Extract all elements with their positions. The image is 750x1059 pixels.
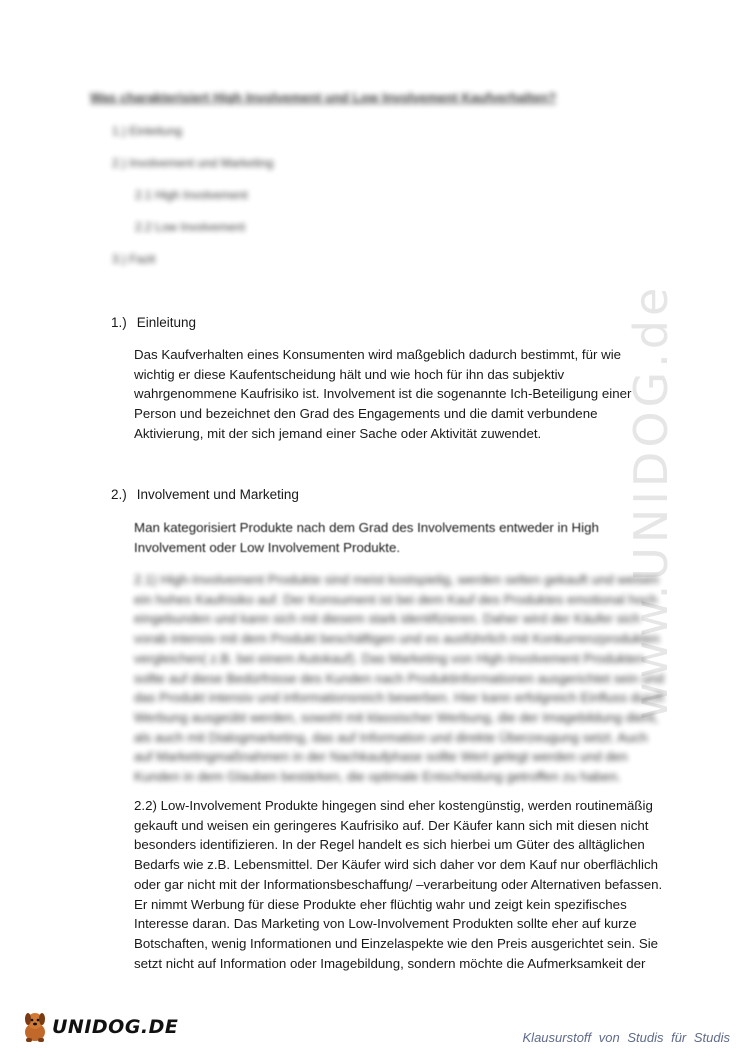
toc-item: 1.) Einleitung bbox=[112, 124, 183, 138]
unidog-logo bbox=[20, 1010, 178, 1044]
section-heading bbox=[111, 487, 299, 502]
footer-tagline: Klausurstoff von Studis für Studis bbox=[522, 1030, 730, 1045]
section-heading bbox=[111, 315, 196, 330]
section-title: Einleitung bbox=[136, 315, 197, 330]
subsection-paragraph-high: 2.1) High-Involvement Produkte sind meist kostspielig, werden selten gekauft und weisen ein hohes Kaufrisiko auf. Der Konsument ist bei dem Kauf des Produktes emotional hoch eingebunden und kann sich mit diesem stark identifizieren. Daher wird der Käufer sich vorab intensiv mit dem Produkt beschäftigen und es ausführlich mit Konkurrenzprodukten vergleichen( z.B. bei einem Autokauf). Das Marketing von High-Involvement Produkten sollte auf diese Bedürfnisse des Kunden nach Produktinformationen ausgerichtet sein und das Produkt intensiv und informationsreich bewerben. Hier kann erfolgreich Einfluss durch Werbung ausgeübt werden, sowohl mit klassischer Werbung, die der Imagebildung dient, als auch mit Dialogmarketing, das auf Information und direkte Überzeugung setzt. Auch auf Marketingmaßnahmen in der Nachkaufphase sollte Wert gelegt werden und den Kunden in dem Glauben bestärken, die optimale Entscheidung getroffen zu haben. bbox=[134, 572, 664, 785]
logo-text: UNIDOG.DE bbox=[52, 1016, 179, 1038]
toc-item: 3.) Fazit bbox=[112, 252, 156, 266]
toc-item: 2.2 Low Involvement bbox=[135, 220, 246, 234]
dog-icon bbox=[20, 1010, 50, 1044]
site-watermark: www.UNIDOG.de bbox=[624, 283, 678, 720]
section-number: 1.) bbox=[111, 315, 127, 330]
toc-item: 2.) Involvement und Marketing bbox=[112, 156, 274, 170]
section-intro: Man kategorisiert Produkte nach dem Grad des Involvements entweder in High Involvement oder Low Involvement Produkte. bbox=[134, 520, 599, 555]
section-title: Involvement und Marketing bbox=[136, 487, 299, 502]
section-number: 2.) bbox=[111, 487, 127, 502]
toc-title: Was charakterisiert High Involvement und Low Involvement Kaufverhalten? bbox=[90, 90, 557, 105]
section-paragraph: Das Kaufverhalten eines Konsumenten wird maßgeblich dadurch bestimmt, für wie wichtig er diese Kaufentscheidung hält und wie hoch für ihn das subjektiv wahrgenommene Kaufrisiko ist. Involvement ist die sogenannte Ich-Beteiligung einer Person und bezeichnet den Grad des Engagements und die damit verbundene Aktivierung, mit der sich jemand einer Sache oder Aktivität zuwendet. bbox=[134, 347, 632, 441]
subsection-paragraph-low: 2.2) Low-Involvement Produkte hingegen sind eher kostengünstig, werden routinemäßig gekauft und weisen ein geringeres Kaufrisiko auf. Der Käufer kann sich mit diesen nicht besonders identifizieren. In der Regel handelt es sich hierbei um Güter des alltäglichen Bedarfs wie z.B. Lebensmittel. Der Käufer wird sich daher vor dem Kauf nur oberflächlich oder gar nicht mit der Informationsbeschaffung/ –verarbeitung oder Alternativen befassen. Er nimmt Werbung für diese Produkte eher flüchtig wahr und zeigt kein spezifisches Interesse daran. Das Marketing von Low-Involvement Produkten sollte eher auf kurze Botschaften, wenig Informationen und Einzelaspekte wie den Preis ausgerichtet sein. Sie setzt nicht auf Information oder Imagebildung, sondern möchte die Aufmerksamkeit der bbox=[134, 798, 663, 971]
toc-item: 2.1 High Involvement bbox=[135, 188, 248, 202]
